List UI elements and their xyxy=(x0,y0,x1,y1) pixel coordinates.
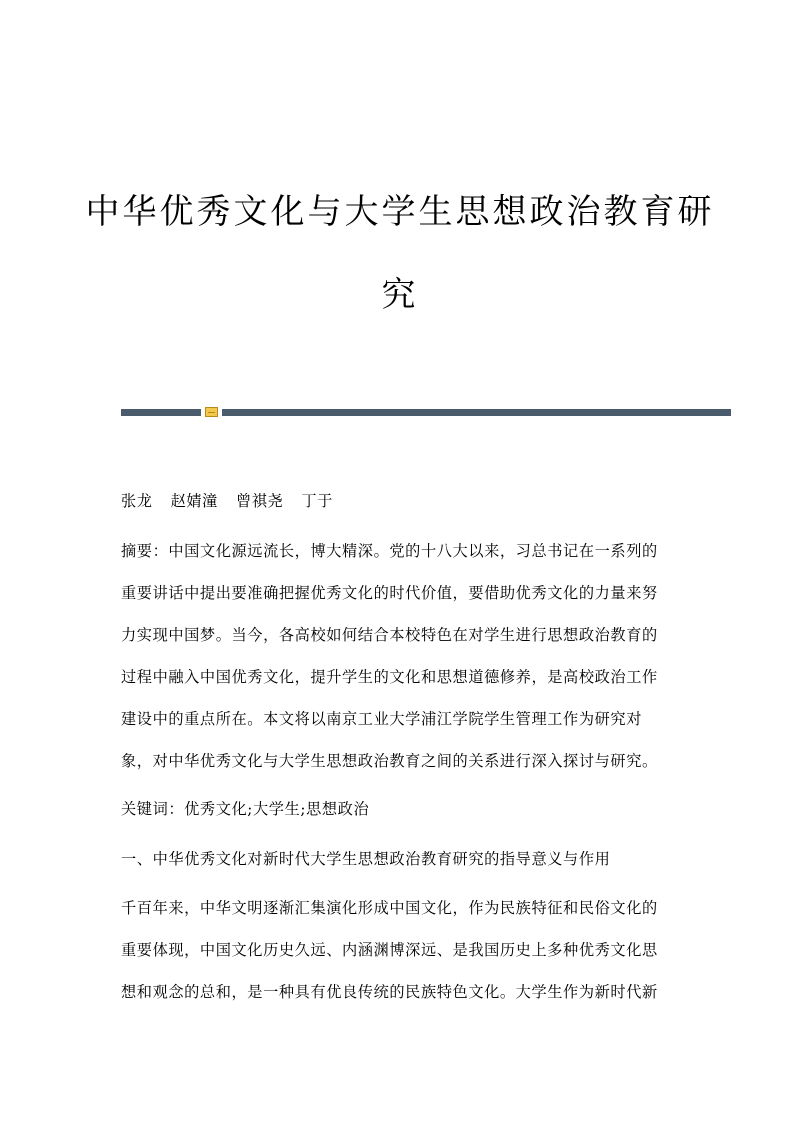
author-2: 赵婧潼 xyxy=(170,492,218,510)
keywords: 关键词：优秀文化;大学生;思想政治 xyxy=(121,800,370,818)
author-3: 曾祺尧 xyxy=(235,492,284,510)
divider-right xyxy=(222,409,731,416)
authors xyxy=(121,491,681,511)
abstract-line-1: 摘要：中国文化源远流长，博大精深。党的十八大以来，习总书记在一系列的 xyxy=(121,542,658,560)
page-title-line-1: 中华优秀文化与大学生思想政治教育研 xyxy=(85,192,715,232)
abstract-line-6: 象，对中华优秀文化与大学生思想政治教育之间的关系进行深入探讨与研究。 xyxy=(121,752,658,770)
divider-left xyxy=(121,409,201,416)
abstract-line-5: 建设中的重点所在。本文将以南京工业大学浦江学院学生管理工作为研究对 xyxy=(121,710,642,728)
section-heading: 一、中华优秀文化对新时代大学生思想政治教育研究的指导意义与作用 xyxy=(121,850,611,868)
body-line-1: 千百年来，中华文明逐渐汇集演化形成中国文化，作为民族特征和民俗文化的 xyxy=(121,899,658,917)
abstract-line-4: 过程中融入中国优秀文化，提升学生的文化和思想道德修养，是高校政治工作 xyxy=(121,668,658,686)
body-line-2: 重要体现，中国文化历史久远、内涵渊博深远、是我国历史上多种优秀文化思 xyxy=(121,941,658,959)
author-1: 张龙 xyxy=(121,492,153,510)
body-line-3: 想和观念的总和，是一种具有优良传统的民族特色文化。大学生作为新时代新 xyxy=(121,983,658,1001)
author-4: 丁于 xyxy=(301,492,333,510)
document-icon xyxy=(205,407,218,417)
abstract-line-3: 力实现中国梦。当今，各高校如何结合本校特色在对学生进行思想政治教育的 xyxy=(121,626,658,644)
page-title-line-2: 究 xyxy=(381,275,419,315)
abstract-line-2: 重要讲话中提出要准确把握优秀文化的时代价值，要借助优秀文化的力量来努 xyxy=(121,584,658,602)
